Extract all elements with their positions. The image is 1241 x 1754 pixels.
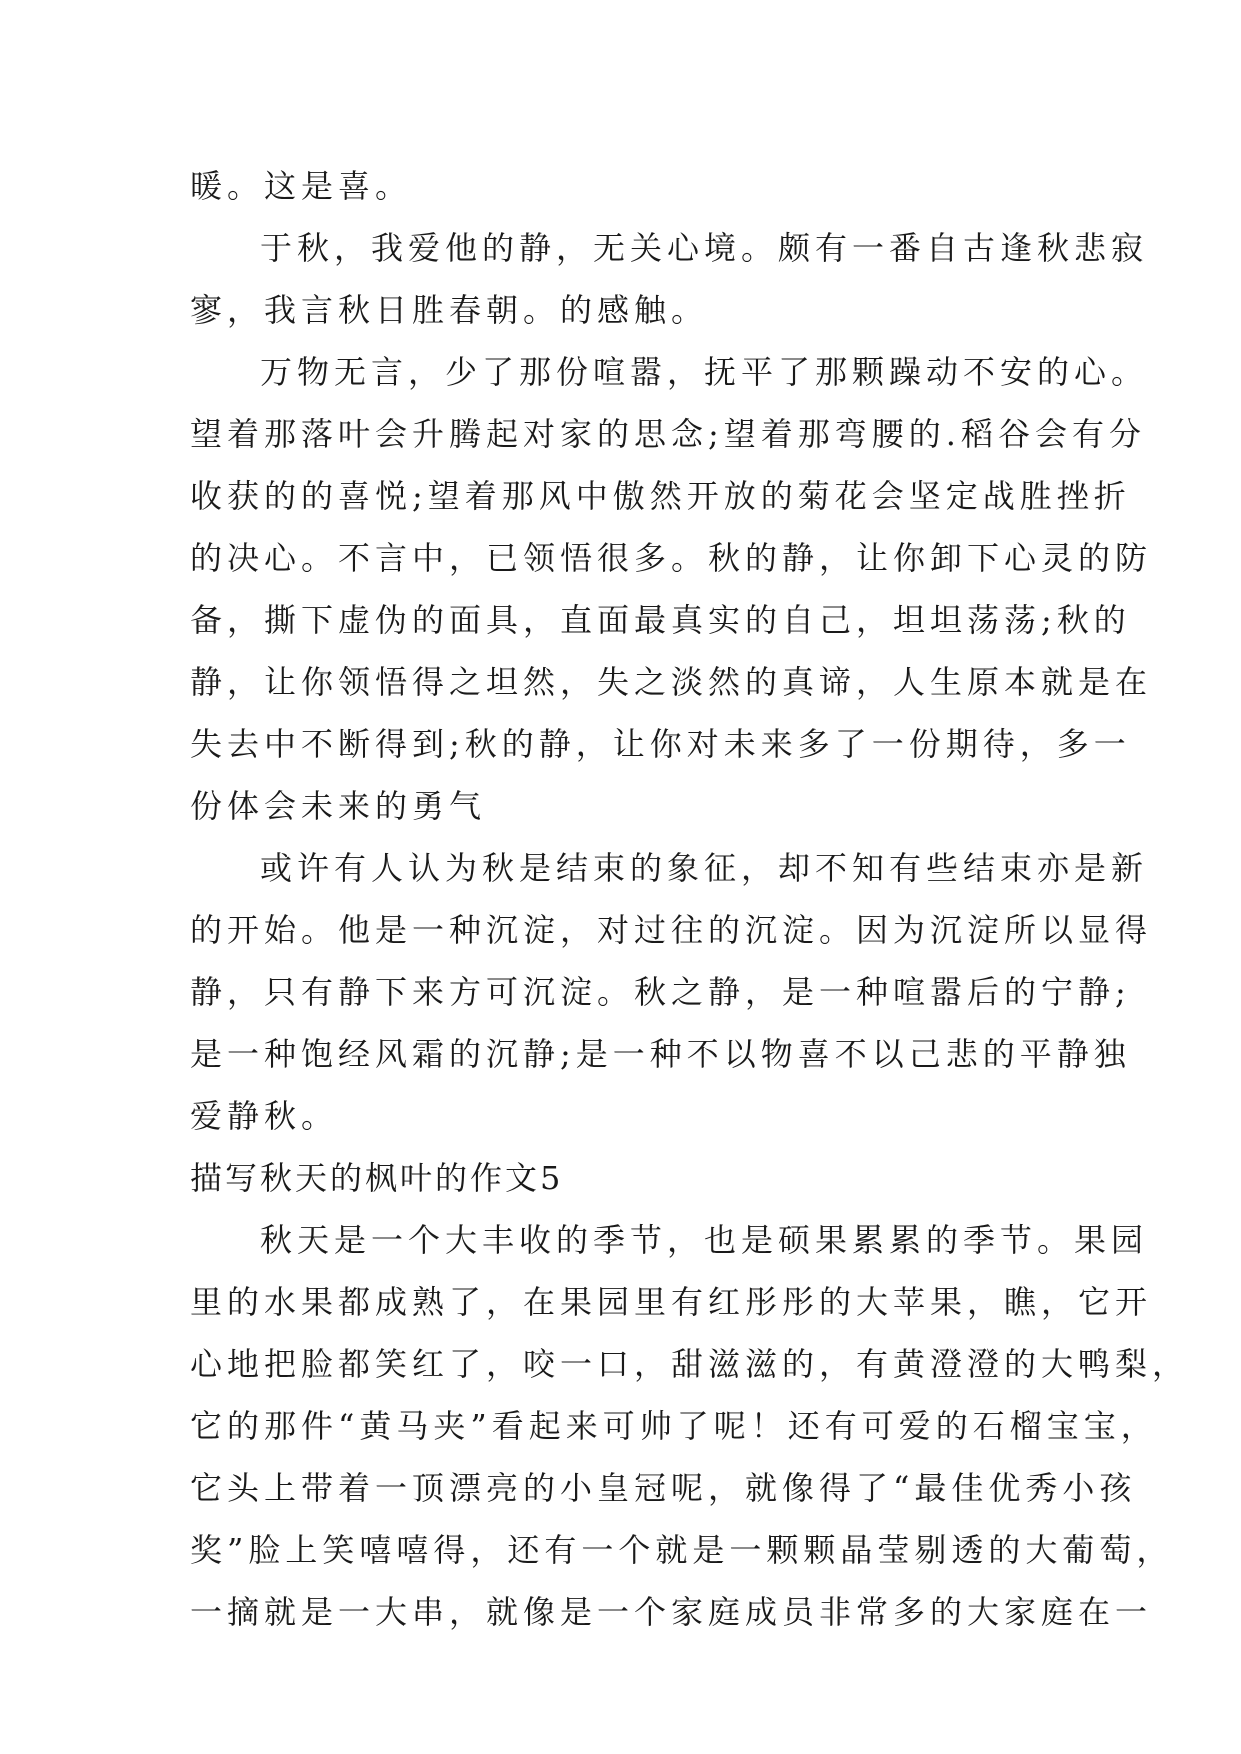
paragraph-start-line: 或许有人认为秋是结束的象征，却不知有些结束亦是新: [260, 849, 1149, 887]
text-line: 静，只有静下来方可沉淀。秋之静，是一种喧嚣后的宁静;: [190, 973, 1131, 1011]
text-line: 是一种饱经风霜的沉静;是一种不以物喜不以己悲的平静独: [190, 1035, 1131, 1073]
text-line: 的决心。不言中，已领悟很多。秋的静，让你卸下心灵的防: [190, 539, 1153, 577]
text-line: 望着那落叶会升腾起对家的思念;望着那弯腰的.稻谷会有分: [190, 415, 1146, 453]
text-line: 备，撕下虚伪的面具，直面最真实的自己，坦坦荡荡;秋的: [190, 601, 1131, 639]
text-line: 份体会未来的勇气: [190, 787, 487, 825]
text-line: 它的那件“黄马夹”看起来可帅了呢！还有可爱的石榴宝宝，: [190, 1407, 1158, 1445]
text-line: 寥，我言秋日胜春朝。的感触。: [190, 291, 709, 329]
paragraph-start-line: 秋天是一个大丰收的季节，也是硕果累累的季节。果园: [260, 1221, 1149, 1259]
text-line: 静，让你领悟得之坦然，失之淡然的真谛，人生原本就是在: [190, 663, 1153, 701]
paragraph-start-line: 万物无言，少了那份喧嚣，抚平了那颗躁动不安的心。: [260, 353, 1149, 391]
text-line: 的开始。他是一种沉淀，对过往的沉淀。因为沉淀所以显得: [190, 911, 1153, 949]
section-heading: 描写秋天的枫叶的作文5: [190, 1159, 564, 1197]
text-line: 失去中不断得到;秋的静，让你对未来多了一份期待，多一: [190, 725, 1131, 763]
text-line: 收获的的喜悦;望着那风中傲然开放的菊花会坚定战胜挫折: [190, 477, 1131, 515]
text-line: 暖。这是喜。: [190, 167, 413, 205]
text-line: 一摘就是一大串，就像是一个家庭成员非常多的大家庭在一: [190, 1593, 1153, 1631]
text-line: 心地把脸都笑红了，咬一口，甜滋滋的，有黄澄澄的大鸭梨，: [190, 1345, 1190, 1383]
text-line: 爱静秋。: [190, 1097, 339, 1135]
text-line: 奖”脸上笑嘻嘻得，还有一个就是一颗颗晶莹剔透的大葡萄，: [190, 1531, 1174, 1569]
paragraph-start-line: 于秋，我爱他的静，无关心境。颇有一番自古逢秋悲寂: [260, 229, 1149, 267]
essay-body: [190, 155, 1190, 1643]
text-line: 它头上带着一顶漂亮的小皇冠呢，就像得了“最佳优秀小孩: [190, 1469, 1137, 1507]
text-line: 里的水果都成熟了，在果园里有红彤彤的大苹果，瞧，它开: [190, 1283, 1153, 1321]
